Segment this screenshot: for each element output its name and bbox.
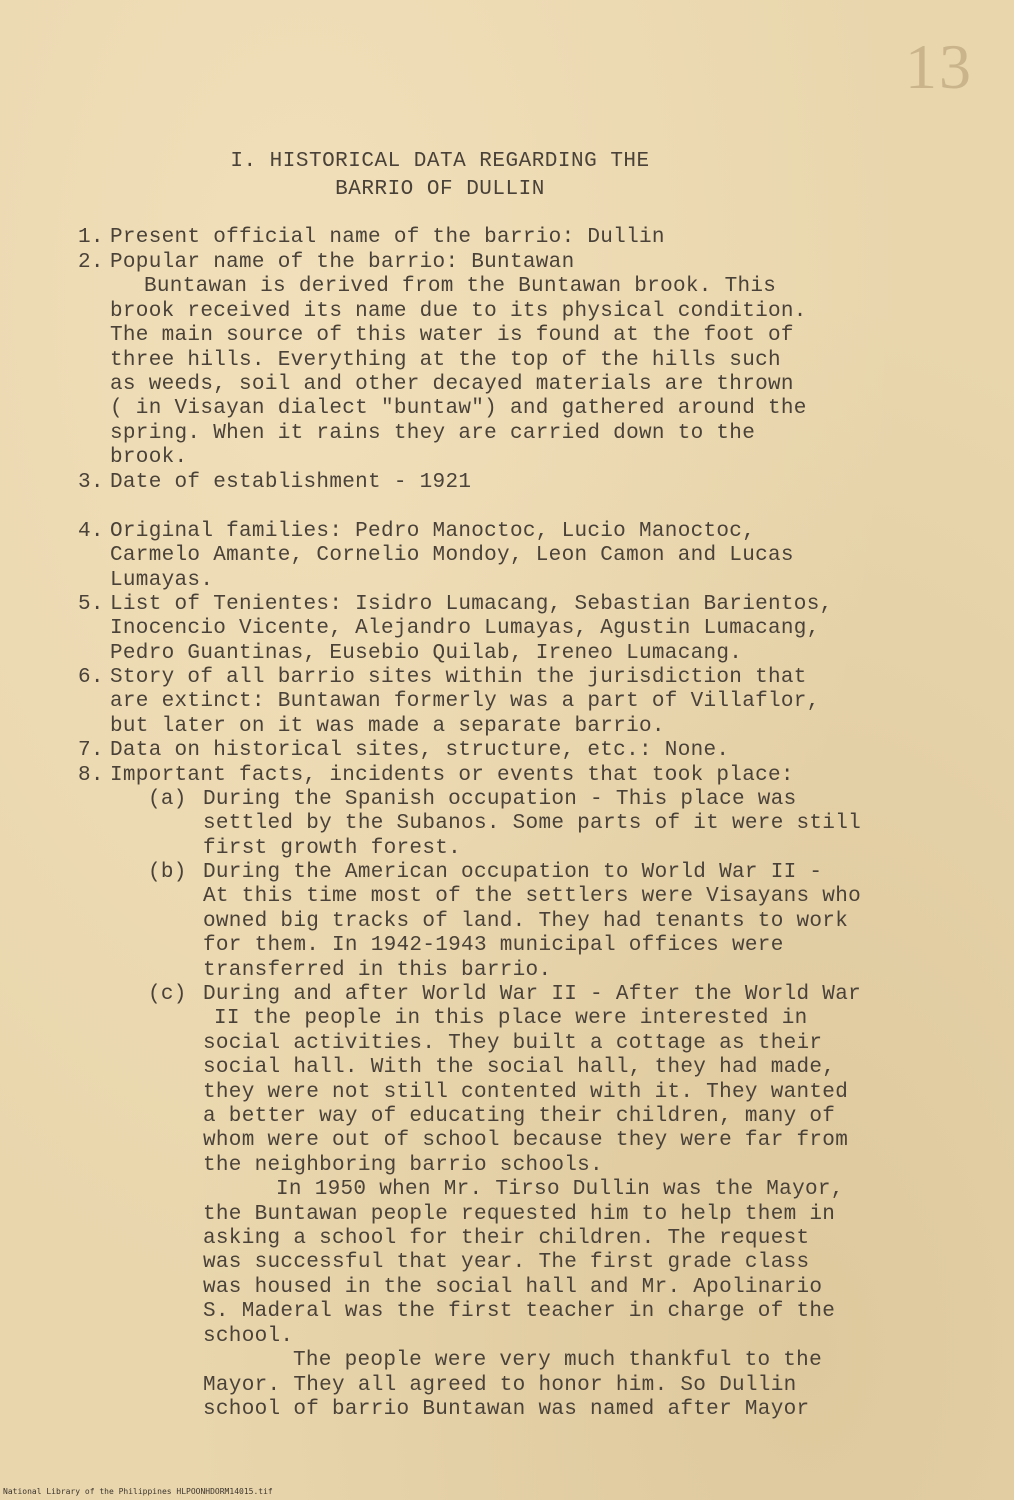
subitem-text: they were not still contented with it. They wanted [203,1080,849,1104]
item-number: 2. [78,251,104,274]
subitem-text: school of barrio Buntawan was named after Mayor [203,1397,810,1421]
subitem-text: was housed in the social hall and Mr. Apolinario [203,1275,823,1299]
subitem-text: the neighboring barrio schools. [203,1153,603,1177]
item-7 [78,739,729,763]
item-6 [78,666,820,739]
item-text: three hills. Everything at the top of the hills such [110,348,781,372]
item-text: Original families: Pedro Manoctoc, Lucio Manoctoc, [110,520,756,543]
subitem-text: for them. In 1942-1943 municipal offices were [203,934,784,958]
subitem-text: During and after World War II - After the World War [203,983,862,1006]
item-3 [78,471,471,495]
item-text: but later on it was made a separate barrio. [110,714,665,738]
subitem-label: (c) [148,983,187,1006]
subitem-text: Mayor. They all agreed to honor him. So Dullin [203,1373,797,1397]
item-text: Popular name of the barrio: Buntawan [110,251,575,274]
subitem-text: owned big tracks of land. They had tenants to work [203,909,849,933]
subitem-a [148,788,861,861]
item-text: List of Tenientes: Isidro Lumacang, Sebastian Barientos, [110,593,833,616]
item-text: Lumayas. [110,568,214,592]
subitem-label: (b) [148,861,187,884]
subitem-text: a better way of educating their children, many of [203,1105,836,1129]
subitem-text: school. [203,1324,294,1348]
item-number: 3. [78,471,104,494]
title-line-1: I. HISTORICAL DATA REGARDING THE [230,150,650,173]
subitem-text: asking a school for their children. The request [203,1227,810,1251]
subitem-text: In 1950 when Mr. Tirso Dullin was the Mayor, [276,1178,844,1202]
document-title [205,148,675,204]
item-number: 8. [78,764,104,787]
subitem-text: settled by the Subanos. Some parts of it were still [203,812,862,836]
subitem-text: The people were very much thankful to the [293,1349,822,1373]
subitem-text: the Buntawan people requested him to help them in [203,1202,836,1226]
subitem-text: social activities. They built a cottage as their [203,1031,823,1055]
archive-footer: National Library of the Philippines HLPOONHDORM14015.tif [3,1487,273,1496]
item-number: 6. [78,666,104,689]
subitem-text: whom were out of school because they were far from [203,1129,849,1153]
item-text: Present official name of the barrio: Dullin [110,226,665,249]
item-text: Buntawan is derived from the Buntawan brook. This [144,275,777,299]
item-8 [78,764,794,788]
item-text: Important facts, incidents or events that took place: [110,764,794,787]
subitem-text: transferred in this barrio. [203,958,552,982]
item-text: Inocencio Vicente, Alejandro Lumayas, Agustin Lumacang, [110,617,820,641]
subitem-text: During the Spanish occupation - This place was [203,788,797,811]
item-number: 5. [78,593,104,616]
item-text: The main source of this water is found at the foot of [110,324,794,348]
item-2 [78,251,807,471]
item-text: Pedro Guantinas, Eusebio Quilab, Ireneo Lumacang. [110,641,743,665]
item-text: brook. [110,446,188,470]
subitem-text: first growth forest. [203,836,462,860]
subitem-text: At this time most of the settlers were Visayans who [203,885,862,909]
item-number: 4. [78,520,104,543]
subitem-c [148,983,861,1422]
item-number: 1. [78,226,104,249]
item-4 [78,520,794,593]
subitem-text: II the people in this place were interested in [214,1007,808,1031]
item-text: Data on historical sites, structure, etc.: None. [110,739,730,762]
item-5 [78,593,833,666]
page-number-stamp: 13 [905,31,973,102]
item-text: Story of all barrio sites within the jurisdiction that [110,666,807,689]
subitem-text: S. Maderal was the first teacher in charge of the [203,1300,836,1324]
item-text: spring. When it rains they are carried down to the [110,421,756,445]
item-text: Date of establishment - 1921 [110,471,472,494]
item-text: ( in Visayan dialect "buntaw") and gathered around the [110,397,807,421]
item-text: as weeds, soil and other decayed materials are thrown [110,373,794,397]
item-text: brook received its name due to its physical condition. [110,299,807,323]
item-1 [78,226,665,250]
subitem-text: During the American occupation to World War II - [203,861,823,884]
subitem-text: social hall. With the social hall, they had made, [203,1056,836,1080]
subitem-text: was successful that year. The first grade class [203,1251,810,1275]
subitem-label: (a) [148,788,187,811]
item-text: Carmelo Amante, Cornelio Mondoy, Leon Camon and Lucas [110,544,794,568]
item-text: are extinct: Buntawan formerly was a part of Villaflor, [110,690,820,714]
subitem-b [148,861,861,983]
item-number: 7. [78,739,104,762]
title-line-2: BARRIO OF DULLIN [335,178,545,201]
